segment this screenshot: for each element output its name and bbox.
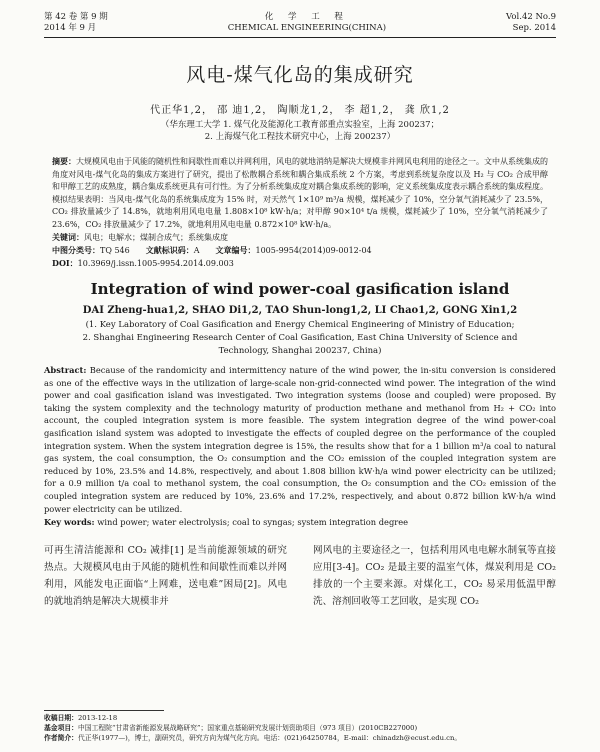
received-label: 收稿日期：: [44, 714, 78, 722]
header-date-en: Sep. 2014: [512, 23, 556, 33]
abstract-en: [44, 364, 556, 515]
fund-text: 中国工程院“甘肃省新能源发展战略研究”；国家重点基础研究发展计划资助项目（973 项目）(2010CB227000): [77, 724, 418, 732]
doi-label: DOI：: [52, 258, 78, 268]
keywords-cn-text: 风电；电解水；煤制合成气；系统集成度: [84, 233, 228, 242]
fund-label: 基金项目：: [44, 724, 78, 732]
header-volume: [506, 12, 556, 34]
header-rule: [44, 37, 556, 38]
header-issue: [44, 12, 108, 34]
footnote-rule: [44, 710, 164, 711]
doc-code-value: A: [193, 246, 200, 255]
authors-en: DAI Zheng-hua1,2, SHAO Di1,2, TAO Shun-long1,2, LI Chao1,2, GONG Xin1,2: [82, 305, 518, 316]
clc-label: 中图分类号：: [52, 245, 100, 255]
affiliation-en-line: Technology, Shanghai 200237, China): [218, 346, 382, 356]
abstract-cn-text: 大规模风电由于风能的随机性和间歇性而难以并网利用，风电的就地消纳是解决大规模非并网风电利用的途径之一。文中从系统集成的角度对风电-煤气化岛的集成方案进行了研究，提出了松散耦合系统和耦合集成系统 2 个方案，考虑到系统复杂度以及 H₂ 与 CO₂ 合成甲醇和甲醇工艺的成熟度，耦合集成系统更具有可行性。为了分析系统集成度对耦合集成系统的影响，定义系统集成度表示耦合系统的集成程度。模拟结果表明：当风电-煤气化岛的系统集成度为 15% 时，对天然气 1×10⁹ m³/a 规模，煤耗减少了 10%，空分氧气消耗减少了 23.5%，CO₂ 排放量减少了 14.8%，就地利用风电电量 1.808×10⁸ kW·h/a；对甲醇 90×10⁴ t/a 规模，煤耗减少了 10%，空分氧气消耗减少了 23.6%，CO₂ 排放量减少了 17.2%，就地利用风电电量 0.872×10⁸ kW·h/a。: [52, 157, 548, 229]
affiliation-cn-line: （华东理工大学 1. 煤气化及能源化工教育部重点实验室，上海 200237；: [160, 120, 440, 130]
body-columns: [44, 542, 556, 610]
keywords-en: [44, 516, 556, 528]
author-bio-label: 作者简介：: [44, 734, 78, 742]
paper-title-cn: 风电-煤气化岛的集成研究: [186, 64, 414, 86]
abstract-en-label: Abstract:: [44, 365, 87, 375]
keywords-en-label: Key words:: [44, 517, 95, 528]
header-volume-en: Vol.42 No.9: [506, 12, 556, 22]
author-bio-text: 代正华(1977—)，博士，副研究员，研究方向为煤气化方向。电话：(021)64250784，E-mail：chinadzh@ecust.edu.cn。: [77, 734, 462, 742]
doi-value: 10.3969/j.issn.1005-9954.2014.09.003: [77, 259, 234, 268]
abstract-en-text: Because of the randomicity and intermittency nature of the wind power, the in-situ conversion is considered as one of the effective ways in the utilization of large-scale non-grid-connected wind power. The integration of the wind power and coal gasification island was investigated. Two integration systems (loose and coupled) were proposed. By taking the system complexity and the technology maturity of production methane and methanol from H₂ + CO₂ into account, the coupled integration system is more feasible. The system integration degree of the wind power-coal gasification island system was adopted to investigate the effects of coupled degree on the performance of the coupled integration system. When the system integration degree is 15%, the results show that for a 1 billion m³/a coal to natural gas system, the coal consumption, the O₂ consumption and the CO₂ emission of the coupled integration system are reduced by 10%, 23.5% and 14.8%, respectively, and about 1.808 billion kW·h/a wind power electricity can be utilized; for a 0.9 million t/a coal to methanol system, the coal consumption, the O₂ consumption and the CO₂ emission of the coupled integration system are reduced by 10%, 23.6% and 17.2%, respectively, and about 0.872 billion kW·h/a wind power electricity can be utilized.: [44, 365, 556, 514]
clc-value: TQ 546: [100, 246, 130, 255]
header-journal: [228, 12, 386, 34]
doi-line: [52, 257, 548, 270]
authors-cn: 代正华1,2， 邵 迪1,2， 陶顺龙1,2， 李 超1,2， 龚 欣1,2: [150, 105, 450, 116]
header-volume-cn: 第 42 卷 第 9 期: [44, 12, 108, 22]
article-no-label: 文章编号：: [215, 245, 256, 255]
journal-name-cn: 化 学 工 程: [264, 12, 349, 22]
affiliation-en-line: 2. Shanghai Engineering Research Center of Coal Gasification, East China University of Science and: [82, 333, 518, 343]
footnote-fund: [44, 723, 556, 733]
footnote-author: [44, 733, 556, 743]
received-date: 2013-12-18: [77, 714, 118, 722]
running-header: [44, 12, 556, 34]
body-column-right: 网风电的主要途径之一，包括利用风电电解水制氧等直接应用[3-4]。CO₂ 是最主要的温室气体，煤炭利用是 CO₂ 排放的一个主要来源。对煤化工，CO₂ 易采用低温甲醇洗、溶剂回收等工艺回收，是实现 CO₂: [313, 545, 556, 608]
affiliation-en-line: (1. Key Laboratory of Coal Gasification and Energy Chemical Engineering of Ministry of Education;: [85, 320, 515, 330]
abstract-cn-label: 摘要：: [52, 156, 76, 166]
affiliation-cn: [44, 119, 556, 143]
affiliation-cn-line: 2. 上海煤气化工程技术研究中心，上海 200237）: [204, 132, 396, 142]
doc-code-label: 文献标识码：: [145, 245, 194, 255]
paper-title-en: Integration of wind power-coal gasification island: [90, 280, 510, 298]
keywords-cn: [52, 231, 548, 244]
footnote: [44, 710, 556, 743]
keywords-en-text: wind power; water electrolysis; coal to syngas; system integration degree: [97, 517, 409, 528]
article-no-value: 1005-9954(2014)09-0012-04: [255, 246, 372, 255]
classification-row: [52, 244, 548, 257]
footnote-received: [44, 713, 556, 723]
affiliation-en: [44, 319, 556, 358]
abstract-cn: [52, 155, 548, 231]
body-column-left: 可再生清洁能源和 CO₂ 减排[1] 是当前能源领域的研究热点。大规模风电由于风能的随机性和间歇性而难以并网利用，风能发电正面临“上网难，送电难”困局[2]。风电的就地消纳是解决大规模非并: [44, 545, 287, 608]
header-date-cn: 2014 年 9 月: [44, 23, 97, 33]
keywords-cn-label: 关键词：: [52, 232, 84, 242]
journal-name-en: CHEMICAL ENGINEERING(CHINA): [227, 23, 387, 33]
